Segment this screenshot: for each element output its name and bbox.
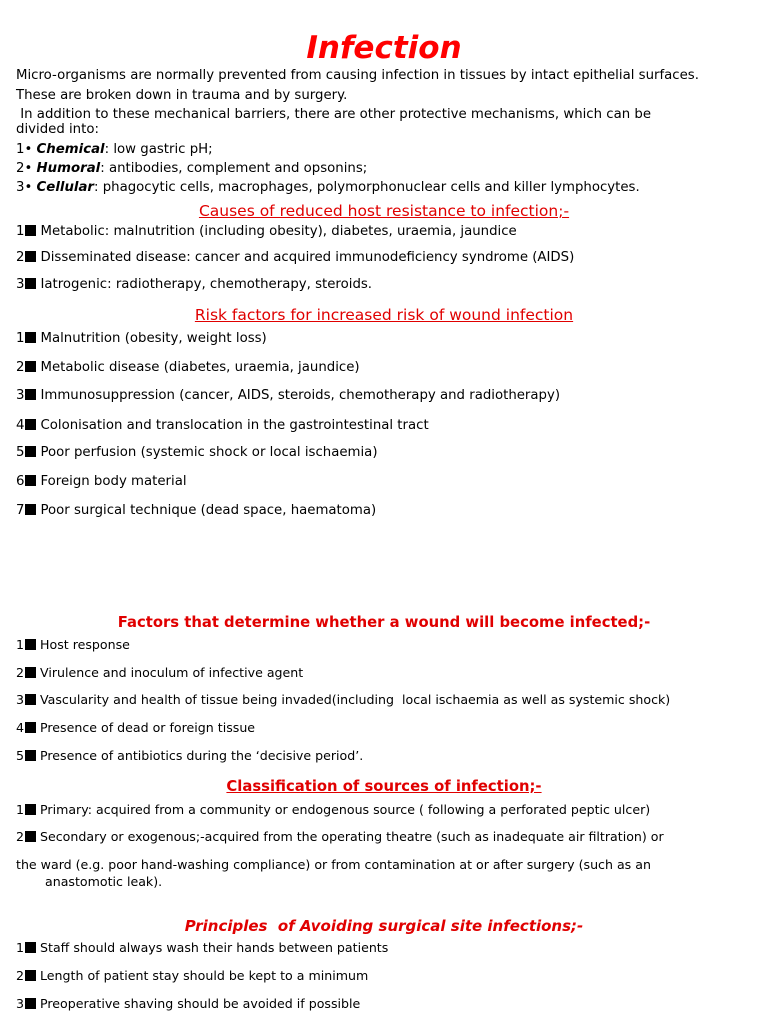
list-item bbox=[16, 720, 255, 736]
item-number: 2 bbox=[16, 250, 25, 265]
item-number: 3• bbox=[16, 180, 33, 195]
item-number: 2 bbox=[16, 665, 25, 680]
item-number: 5 bbox=[16, 748, 25, 763]
item-text: Iatrogenic: radiotherapy, chemotherapy, steroids. bbox=[40, 277, 373, 292]
item-number: 2 bbox=[16, 360, 25, 375]
list-item bbox=[16, 748, 363, 764]
item-number: 2• bbox=[16, 161, 33, 176]
item-number: 6 bbox=[16, 474, 25, 489]
item-number: 3 bbox=[16, 692, 25, 707]
list-item bbox=[16, 940, 388, 956]
item-text: Primary: acquired from a community or endogenous source ( following a perforated peptic ulcer) bbox=[40, 802, 651, 817]
square-bullet-icon bbox=[25, 831, 36, 842]
item-text: Foreign body material bbox=[40, 474, 187, 489]
item-text: Poor surgical technique (dead space, haematoma) bbox=[40, 503, 377, 518]
item-number: 1 bbox=[16, 331, 25, 346]
square-bullet-icon bbox=[25, 504, 36, 515]
item-number: 1 bbox=[16, 802, 25, 817]
item-text: Host response bbox=[40, 637, 130, 652]
item-number: 4 bbox=[16, 418, 25, 433]
item-number: 3 bbox=[16, 388, 25, 403]
square-bullet-icon bbox=[25, 446, 36, 457]
item-term: Chemical bbox=[36, 142, 105, 157]
square-bullet-icon bbox=[25, 998, 36, 1009]
intro-text: In addition to these mechanical barriers, there are other protective mechanisms, which can be bbox=[16, 107, 652, 122]
item-number: 2 bbox=[16, 829, 25, 844]
square-bullet-icon bbox=[25, 694, 36, 705]
item-text: Metabolic: malnutrition (including obesity), diabetes, uraemia, jaundice bbox=[40, 224, 517, 239]
item-number: 1 bbox=[16, 637, 25, 652]
square-bullet-icon bbox=[25, 970, 36, 981]
square-bullet-icon bbox=[25, 942, 36, 953]
list-item bbox=[16, 224, 517, 240]
item-text: Poor perfusion (systemic shock or local ischaemia) bbox=[40, 445, 378, 460]
section-heading: Factors that determine whether a wound will become infected;- bbox=[117, 614, 651, 631]
list-item bbox=[16, 161, 367, 177]
square-bullet-icon bbox=[25, 639, 36, 650]
item-number: 1 bbox=[16, 224, 25, 239]
item-number: 5 bbox=[16, 445, 25, 460]
section-heading: Causes of reduced host resistance to infection;- bbox=[198, 202, 570, 220]
section-heading: Risk factors for increased risk of wound infection bbox=[194, 306, 574, 324]
item-text: Disseminated disease: cancer and acquired immunodeficiency syndrome (AIDS) bbox=[40, 250, 575, 265]
list-item bbox=[16, 996, 360, 1012]
list-item-continuation: anastomotic leak). bbox=[45, 874, 163, 889]
square-bullet-icon bbox=[25, 750, 36, 761]
list-item bbox=[16, 250, 574, 266]
square-bullet-icon bbox=[25, 722, 36, 733]
page-title: Infection bbox=[306, 30, 462, 66]
list-item bbox=[16, 180, 640, 196]
list-item bbox=[16, 802, 650, 818]
list-item bbox=[16, 142, 213, 158]
item-term: Cellular bbox=[36, 180, 94, 195]
list-item bbox=[16, 418, 429, 434]
list-item bbox=[16, 503, 376, 519]
item-text: Secondary or exogenous;-acquired from the operating theatre (such as inadequate air filtration) or bbox=[40, 829, 664, 844]
list-item bbox=[16, 474, 187, 490]
item-number: 2 bbox=[16, 968, 25, 983]
item-text: : low gastric pH; bbox=[104, 142, 213, 157]
list-item bbox=[16, 277, 372, 293]
square-bullet-icon bbox=[25, 278, 36, 289]
square-bullet-icon bbox=[25, 667, 36, 678]
list-item bbox=[16, 637, 130, 653]
item-text: : antibodies, complement and opsonins; bbox=[100, 161, 368, 176]
intro-text: Micro-organisms are normally prevented from causing infection in tissues by intact epithelial surfaces. bbox=[16, 68, 699, 83]
item-text: Virulence and inoculum of infective agent bbox=[40, 665, 304, 680]
item-number: 1• bbox=[16, 142, 33, 157]
intro-text: divided into: bbox=[16, 122, 99, 137]
square-bullet-icon bbox=[25, 804, 36, 815]
item-text: Staff should always wash their hands between patients bbox=[40, 940, 389, 955]
list-item bbox=[16, 692, 670, 708]
square-bullet-icon bbox=[25, 251, 36, 262]
list-item bbox=[16, 360, 360, 376]
item-text: Preoperative shaving should be avoided if possible bbox=[40, 996, 361, 1011]
list-item bbox=[16, 665, 303, 681]
square-bullet-icon bbox=[25, 361, 36, 372]
item-text: Immunosuppression (cancer, AIDS, steroids, chemotherapy and radiotherapy) bbox=[40, 388, 561, 403]
item-number: 1 bbox=[16, 940, 25, 955]
item-number: 3 bbox=[16, 277, 25, 292]
section-heading: Principles of Avoiding surgical site infections;- bbox=[184, 917, 584, 935]
item-text: Malnutrition (obesity, weight loss) bbox=[40, 331, 267, 346]
list-item bbox=[16, 445, 378, 461]
intro-text: These are broken down in trauma and by surgery. bbox=[16, 88, 348, 103]
item-number: 3 bbox=[16, 996, 25, 1011]
square-bullet-icon bbox=[25, 475, 36, 486]
item-text: : phagocytic cells, macrophages, polymorphonuclear cells and killer lymphocytes. bbox=[94, 180, 640, 195]
item-text: Length of patient stay should be kept to a minimum bbox=[40, 968, 369, 983]
square-bullet-icon bbox=[25, 389, 36, 400]
square-bullet-icon bbox=[25, 419, 36, 430]
item-text: Presence of dead or foreign tissue bbox=[40, 720, 256, 735]
square-bullet-icon bbox=[25, 332, 36, 343]
item-number: 7 bbox=[16, 503, 25, 518]
item-number: 4 bbox=[16, 720, 25, 735]
list-item bbox=[16, 331, 267, 347]
item-term: Humoral bbox=[36, 161, 101, 176]
list-item-continuation: the ward (e.g. poor hand-washing compliance) or from contamination at or after surgery (such as an bbox=[16, 857, 651, 872]
list-item bbox=[16, 388, 560, 404]
section-heading: Classification of sources of infection;- bbox=[226, 778, 542, 795]
item-text: Metabolic disease (diabetes, uraemia, jaundice) bbox=[40, 360, 360, 375]
item-text: Vascularity and health of tissue being invaded(including local ischaemia as well as systemic shock) bbox=[40, 692, 671, 707]
square-bullet-icon bbox=[25, 225, 36, 236]
list-item bbox=[16, 968, 368, 984]
item-text: Presence of antibiotics during the ‘decisive period’. bbox=[40, 748, 364, 763]
item-text: Colonisation and translocation in the gastrointestinal tract bbox=[40, 418, 429, 433]
list-item bbox=[16, 829, 664, 845]
